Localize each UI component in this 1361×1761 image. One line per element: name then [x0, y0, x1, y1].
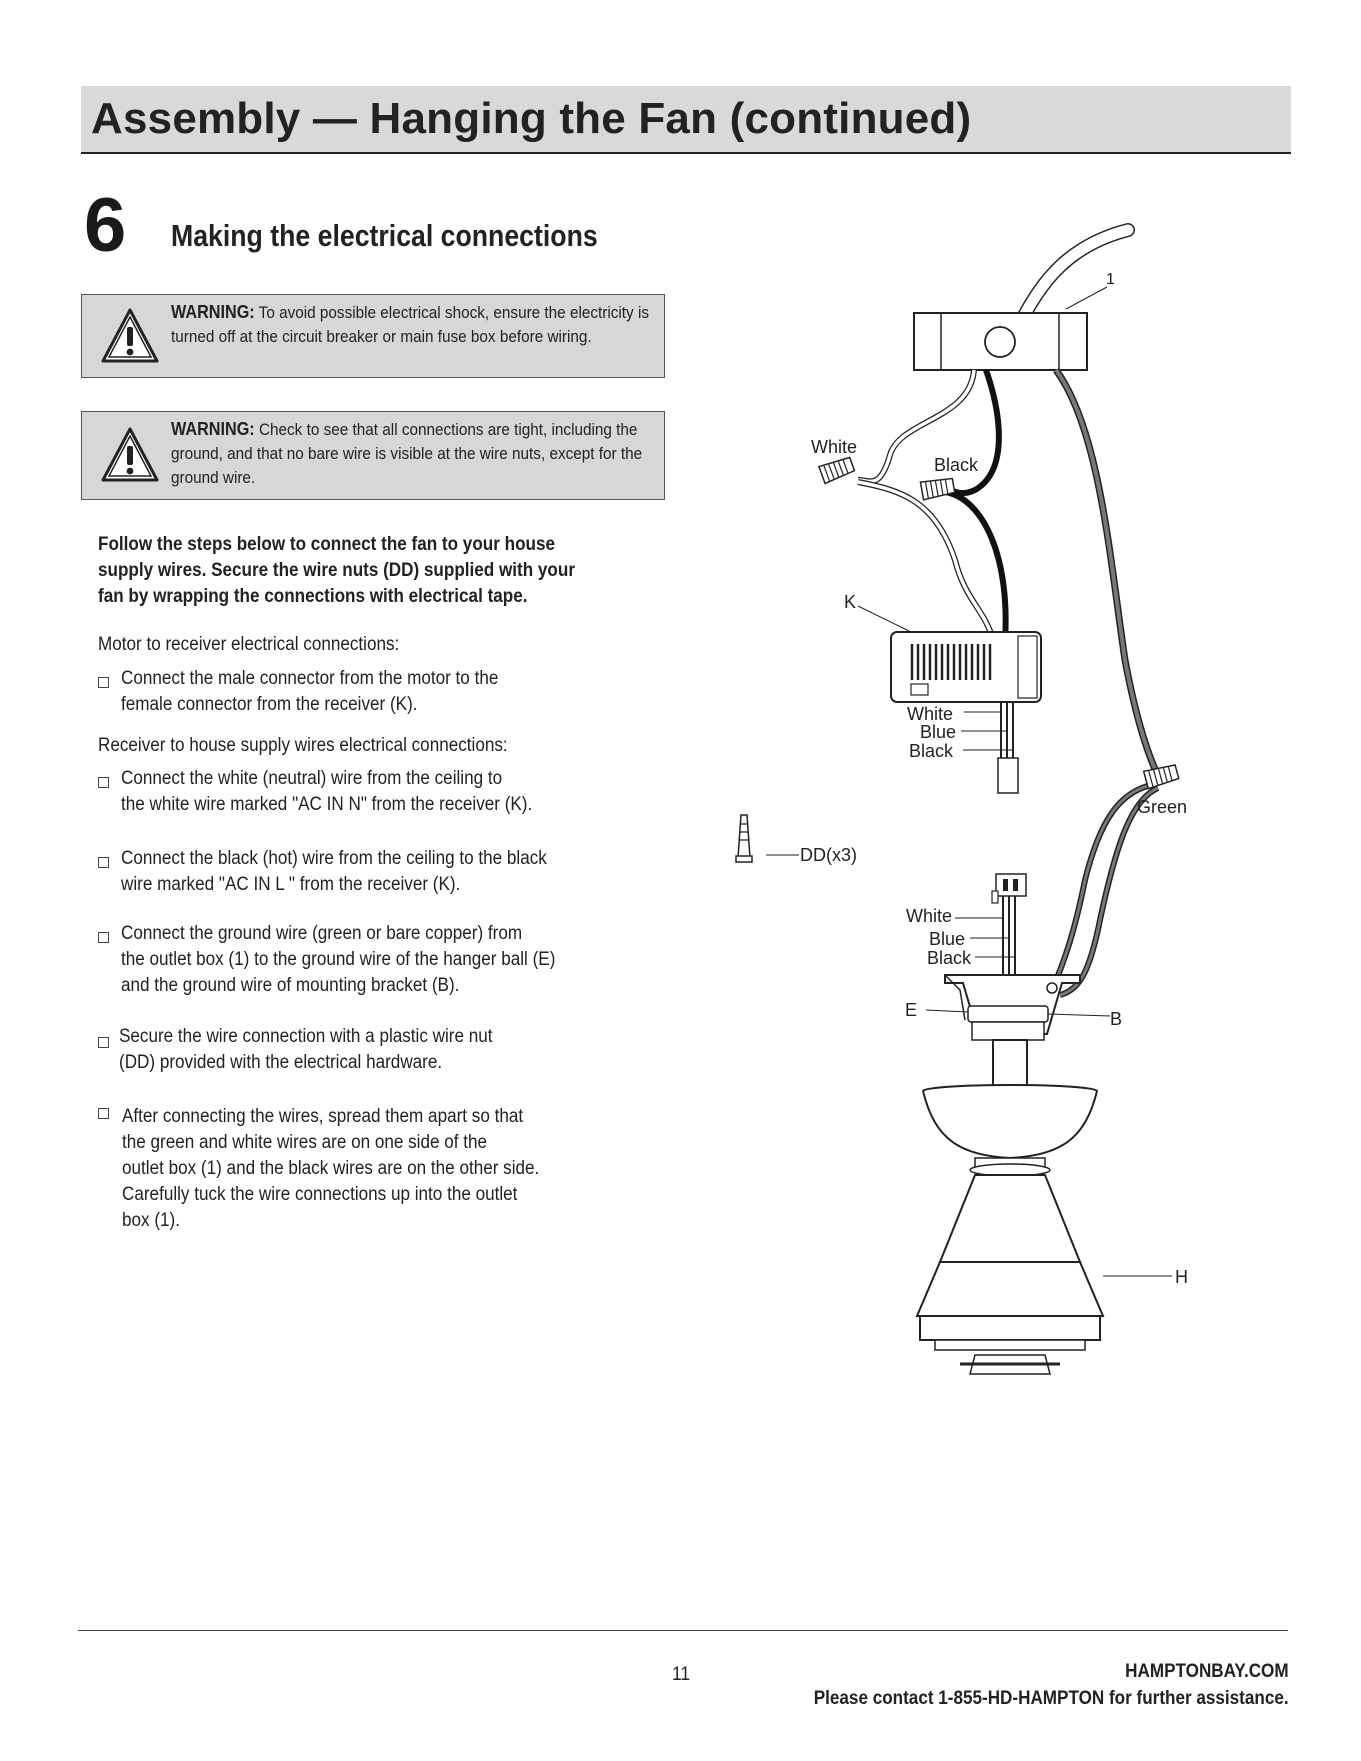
instruction-item: [121, 666, 498, 718]
label-black-top: Black: [934, 455, 979, 475]
label-wire-nut: DD(x3): [800, 845, 857, 865]
receiver-unit: [891, 632, 1041, 702]
instruction-line: After connecting the wires, spread them apart so that: [122, 1106, 524, 1127]
checkbox-icon: [98, 932, 109, 943]
step-number: 6: [84, 183, 127, 268]
label-bracket: B: [1110, 1009, 1123, 1029]
label-motor-white: White: [906, 906, 953, 926]
canopy: [923, 1085, 1097, 1167]
wire-nut-icon: [736, 815, 752, 862]
intro-line: fan by wrapping the connections with electrical tape.: [98, 586, 528, 607]
intro-line: supply wires. Secure the wire nuts (DD) supplied with your: [98, 560, 575, 581]
page-title: Assembly — Hanging the Fan (continued): [91, 94, 972, 143]
instruction-line: box (1).: [122, 1210, 180, 1231]
intro-paragraph: [98, 532, 575, 610]
label-hanger-ball: E: [905, 1000, 918, 1020]
section-header-bar: [81, 86, 1291, 154]
warning-triangle-icon: [100, 426, 160, 484]
leader-line: [1066, 287, 1107, 309]
instruction-item: [121, 766, 532, 818]
instruction-line: outlet box (1) and the black wires are on the other side.: [122, 1158, 540, 1179]
instruction-item: [119, 1024, 493, 1076]
instruction-line: the outlet box (1) to the ground wire of the hanger ball (E): [121, 949, 556, 970]
warning-text: [171, 300, 657, 349]
instruction-line: Connect the male connector from the motor to the: [121, 668, 499, 689]
label-white-top: White: [811, 437, 858, 457]
contact-line: Please contact 1-855-HD-HAMPTON for further assistance.: [814, 1688, 1289, 1709]
instruction-item: [121, 846, 547, 898]
hanger-ball: [968, 1006, 1048, 1040]
instruction-line: Carefully tuck the wire connections up into the outlet: [122, 1184, 518, 1205]
label-motor-blue: Blue: [929, 929, 966, 949]
outlet-box: [914, 313, 1087, 370]
label-recv-black: Black: [909, 741, 954, 761]
instruction-line: Connect the white (neutral) wire from the ceiling to: [121, 768, 503, 789]
website-link[interactable]: HAMPTONBAY.COM: [1125, 1661, 1289, 1682]
warning-text: [171, 417, 657, 490]
footer-contact-block: [761, 1658, 1289, 1712]
page-number: 11: [672, 1664, 691, 1685]
instruction-line: wire marked "AC IN L " from the receiver (K).: [121, 874, 461, 895]
instruction-line: Connect the ground wire (green or bare copper) from: [121, 923, 523, 944]
warning-box-connections: [81, 411, 665, 500]
instruction-line: female connector from the receiver (K).: [121, 694, 418, 715]
instruction-line: (DD) provided with the electrical hardware.: [119, 1052, 443, 1073]
label-recv-white: White: [907, 704, 954, 724]
instruction-line: Secure the wire connection with a plastic wire nut: [119, 1026, 493, 1047]
label-receiver: K: [844, 592, 857, 612]
female-connector: [998, 758, 1018, 793]
checkbox-icon: [98, 777, 109, 788]
label-motor-black: Black: [927, 948, 972, 968]
section-heading-receiver: Receiver to house supply wires electrical connections:: [98, 735, 508, 756]
wiring-diagram: [720, 200, 1240, 1390]
instruction-line: and the ground wire of mounting bracket (B).: [121, 975, 460, 996]
warning-triangle-icon: [100, 307, 160, 365]
checkbox-icon: [98, 1037, 109, 1048]
warning-label: WARNING:: [171, 302, 255, 322]
label-outlet-box: 1: [1106, 271, 1115, 288]
leader-line: [858, 606, 915, 634]
wire-nut-green: [1144, 763, 1180, 789]
label-green: Green: [1137, 797, 1188, 817]
instruction-item: [122, 1104, 539, 1234]
warning-message: To avoid possible electrical shock, ensure the electricity is turned off at the circuit breaker or main fuse box before wiring.: [171, 303, 650, 346]
wire-nut-white: [819, 456, 855, 484]
downrod: [993, 1040, 1027, 1088]
checkbox-icon: [98, 857, 109, 868]
instruction-line: Connect the black (hot) wire from the ceiling to the black: [121, 848, 547, 869]
warning-label: WARNING:: [171, 419, 255, 439]
motor-housing: [917, 1164, 1103, 1374]
checkbox-icon: [98, 1108, 109, 1119]
footer-divider: [78, 1630, 1288, 1631]
label-recv-blue: Blue: [920, 722, 957, 742]
label-housing: H: [1175, 1267, 1188, 1287]
warning-message: Check to see that all connections are tight, including the ground, and that no bare wire is visible at the wire nuts, except for the ground wire.: [171, 420, 643, 487]
instruction-line: the white wire marked "AC IN N" from the receiver (K).: [121, 794, 533, 815]
instruction-line: the green and white wires are on one side of the: [122, 1132, 488, 1153]
checkbox-icon: [98, 677, 109, 688]
step-title: Making the electrical connections: [171, 218, 598, 253]
instruction-item: [121, 921, 555, 999]
warning-box-shock: [81, 294, 665, 378]
intro-line: Follow the steps below to connect the fan to your house: [98, 534, 555, 555]
section-heading-motor: Motor to receiver electrical connections:: [98, 634, 400, 655]
wire-nut-black: [920, 477, 955, 500]
